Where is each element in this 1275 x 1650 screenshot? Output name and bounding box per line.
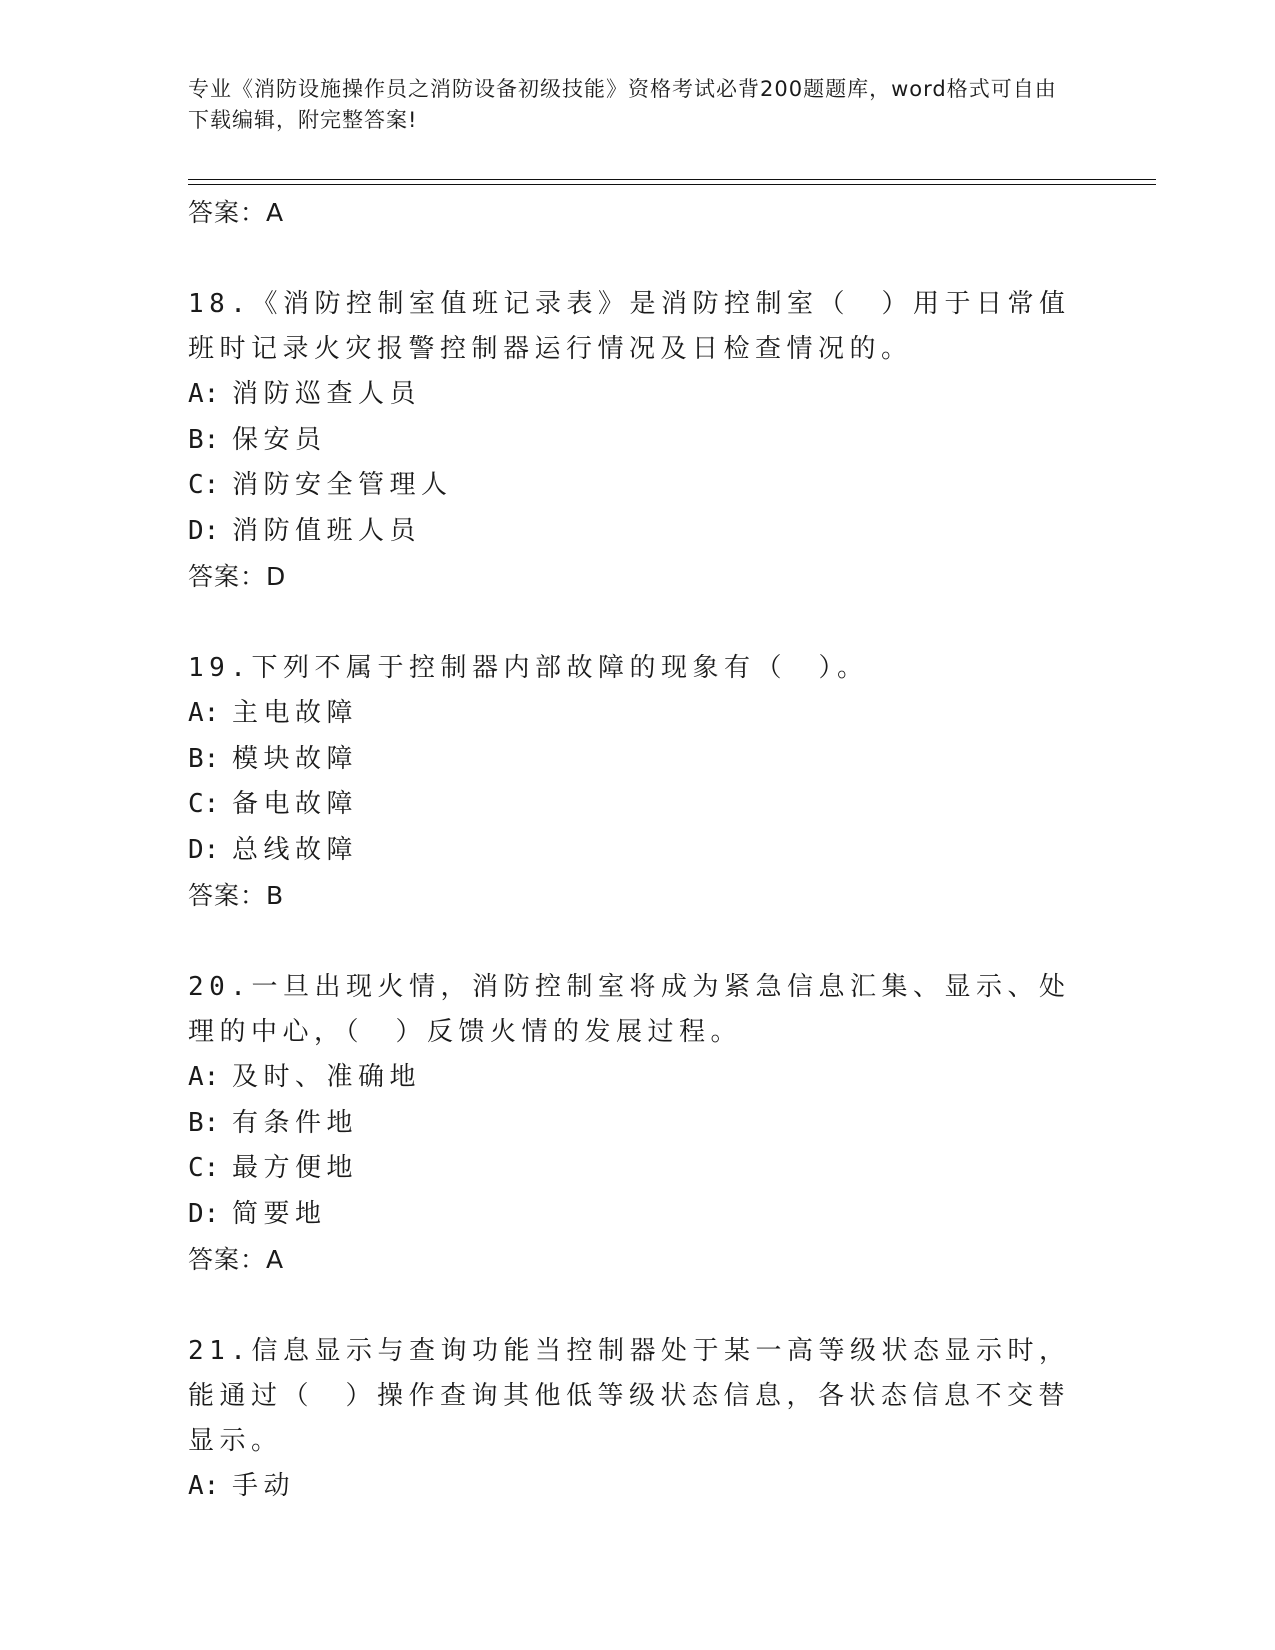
- option-label: 保安员: [232, 424, 327, 455]
- question-block: [188, 1329, 1088, 1510]
- option-key: A:: [188, 1471, 220, 1501]
- option-key: D:: [188, 1198, 220, 1229]
- question-block: [188, 965, 1088, 1283]
- question-text: 18.《消防控制室值班记录表》是消防控制室（ ）用于日常值班时记录火灾报警控制器运行情况及日检查情况的。: [188, 289, 1071, 364]
- document-header: 专业《消防设施操作员之消防设备初级技能》资格考试必背200题题库，word格式可自由下载编辑，附完整答案!: [188, 77, 1057, 132]
- option-a: [188, 372, 1088, 418]
- option-key: B:: [188, 743, 220, 774]
- option-b: [188, 737, 1088, 783]
- option-d: [188, 509, 1088, 555]
- question-text: 20.一旦出现火情，消防控制室将成为紧急信息汇集、显示、处理的中心，（ ）反馈火情的发展过程。: [188, 972, 1071, 1047]
- answer-line: 答案：A: [188, 1245, 285, 1274]
- question-list: [188, 190, 1088, 1510]
- option-label: 消防安全管理人: [232, 470, 453, 500]
- answer-line: 答案：D: [188, 562, 287, 591]
- option-a: [188, 691, 1088, 737]
- option-label: 最方便地: [232, 1153, 359, 1183]
- option-label: 及时、准确地: [232, 1062, 422, 1092]
- option-label: 简要地: [232, 1198, 327, 1229]
- option-key: C:: [188, 789, 220, 819]
- header-rule-bottom: [188, 184, 1156, 185]
- option-label: 手动: [232, 1471, 296, 1501]
- option-key: A:: [188, 698, 220, 728]
- question-text: 19.下列不属于控制器内部故障的现象有（ ）。: [188, 653, 869, 683]
- option-c: [188, 463, 1088, 509]
- option-key: C:: [188, 1153, 220, 1183]
- option-key: A:: [188, 1062, 220, 1092]
- question-block: [188, 646, 1088, 919]
- option-label: 消防巡查人员: [232, 379, 422, 409]
- option-d: [188, 828, 1088, 874]
- option-key: A:: [188, 379, 220, 409]
- option-label: 备电故障: [232, 789, 359, 819]
- option-label: 模块故障: [232, 743, 359, 774]
- option-a: [188, 1464, 1088, 1510]
- option-label: 总线故障: [232, 834, 359, 865]
- option-c: [188, 1146, 1088, 1192]
- option-b: [188, 418, 1088, 464]
- question-block: [188, 282, 1088, 600]
- option-key: D:: [188, 515, 220, 546]
- option-label: 消防值班人员: [232, 515, 422, 546]
- header-rule-top: [188, 179, 1156, 180]
- option-key: D:: [188, 834, 220, 865]
- option-b: [188, 1101, 1088, 1147]
- answer-line: 答案：A: [188, 198, 285, 227]
- option-label: 主电故障: [232, 698, 359, 728]
- option-key: B:: [188, 1107, 220, 1138]
- option-d: [188, 1192, 1088, 1238]
- option-label: 有条件地: [232, 1107, 359, 1138]
- answer-line: 答案：B: [188, 881, 285, 910]
- option-key: B:: [188, 424, 220, 455]
- option-key: C:: [188, 470, 220, 500]
- option-c: [188, 782, 1088, 828]
- option-a: [188, 1055, 1088, 1101]
- question-text: 21.信息显示与查询功能当控制器处于某一高等级状态显示时，能通过（ ）操作查询其他低等级状态信息，各状态信息不交替显示。: [188, 1336, 1071, 1456]
